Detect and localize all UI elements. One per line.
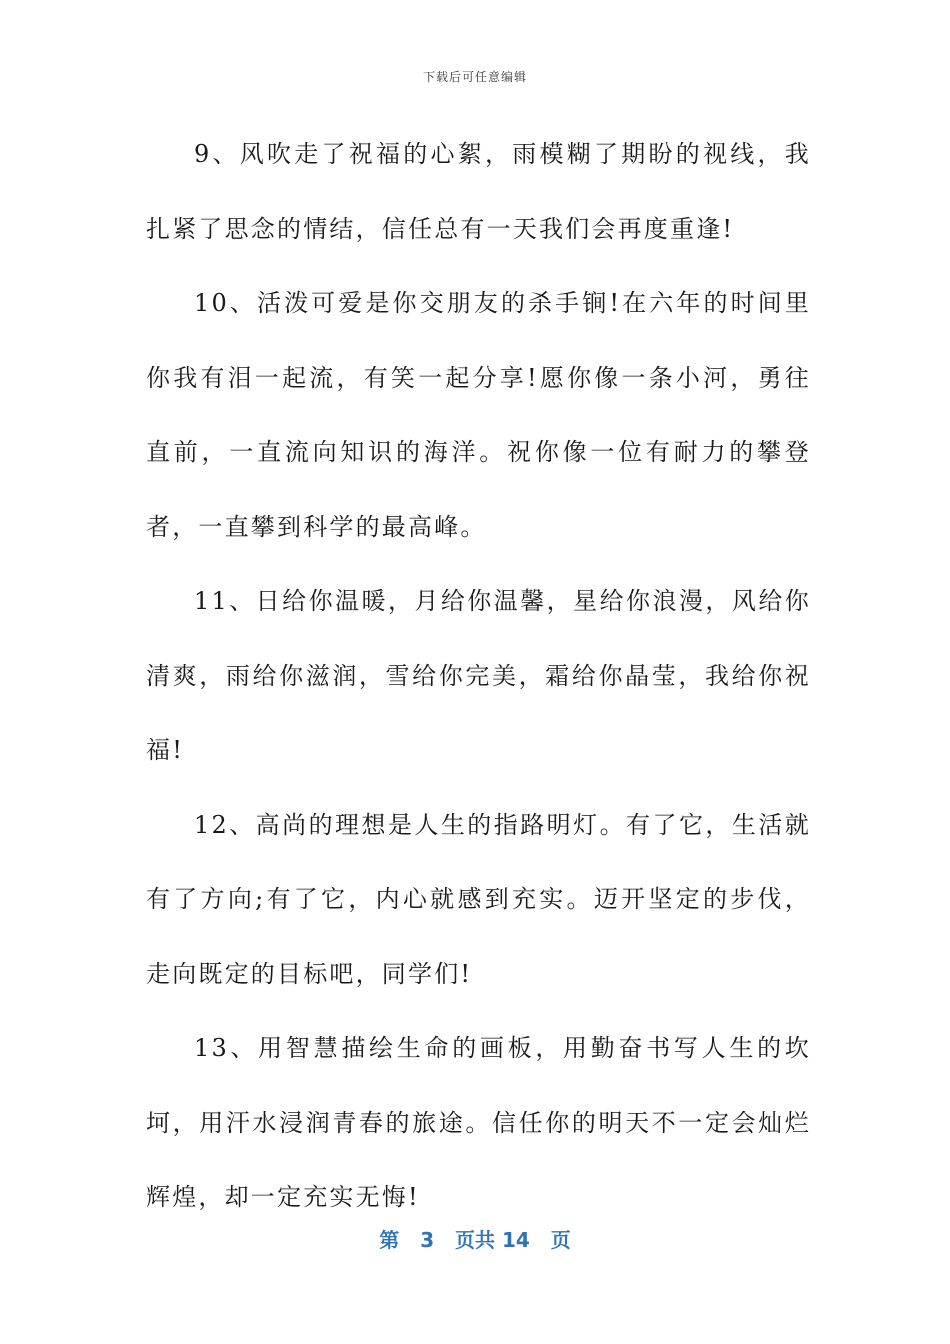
total-pages-number: 14 [501, 1228, 530, 1252]
page-label-suffix: 页 [550, 1228, 571, 1252]
page-label-middle: 页共 [455, 1228, 495, 1252]
paragraph-12: 12、高尚的理想是人生的指路明灯。有了它，生活就有了方向;有了它，内心就感到充实。迈开坚定的步伐，走向既定的目标吧，同学们! [146, 810, 811, 988]
current-page-number: 3 [420, 1228, 435, 1252]
page-header: 下载后可任意编辑 [422, 70, 527, 84]
paragraph-13: 13、用智慧描绘生命的画板，用勤奋书写人生的坎坷，用汗水浸润青春的旅途。信任你的明天不一定会灿烂辉煌，却一定充实无悔! [146, 1034, 811, 1211]
paragraph-11: 11、日给你温暖，月给你温馨，星给你浪漫，风给你清爽，雨给你滋润，雪给你完美，霜给你晶莹，我给你祝福! [146, 587, 811, 764]
page-label-prefix: 第 [379, 1228, 400, 1252]
paragraph-10: 10、活泼可爱是你交朋友的杀手锏!在六年的时间里你我有泪一起流，有笑一起分享!愿你像一条小河，勇往直前，一直流向知识的海洋。祝你像一位有耐力的攀登者，一直攀到科学的最高峰。 [146, 289, 811, 541]
document-body [146, 117, 811, 1235]
page-footer [0, 1224, 950, 1253]
paragraph-9: 9、风吹走了祝福的心絮，雨模糊了期盼的视线，我扎紧了思念的情结，信任总有一天我们会再度重逢! [146, 140, 811, 243]
